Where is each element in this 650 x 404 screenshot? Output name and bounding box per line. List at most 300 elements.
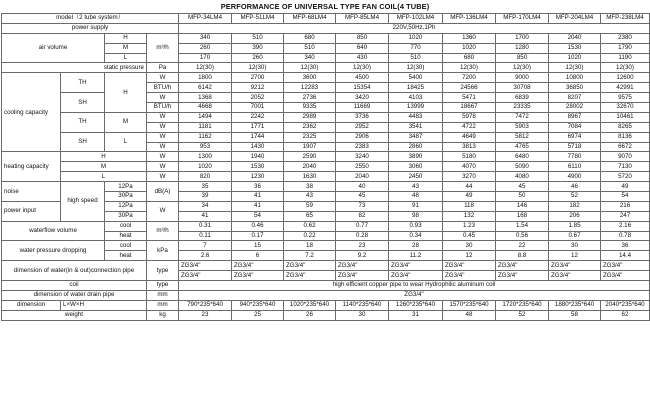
value-cell: 3736 [336, 112, 389, 122]
value-cell: 0.62 [284, 221, 336, 231]
row-label: W [147, 73, 179, 83]
value-cell: 0.28 [336, 231, 389, 241]
value-cell: 1162 [179, 132, 232, 142]
row-label: waterflow volume [2, 221, 105, 241]
row-label: cooling capacity [2, 73, 61, 152]
value-cell: 7130 [601, 162, 650, 172]
value-cell: 6110 [549, 162, 601, 172]
value-cell: 3890 [389, 152, 443, 162]
value-cell: 5812 [496, 132, 549, 142]
value-cell: 48 [389, 192, 443, 202]
value-cell: 2242 [232, 112, 284, 122]
row-label: mm [147, 290, 179, 300]
value-cell: 23 [336, 241, 389, 251]
value-cell: 12 [549, 251, 601, 261]
value-cell: 3813 [443, 142, 496, 152]
row-label: W [147, 93, 179, 103]
value-cell: 1020 [549, 53, 601, 63]
value-cell: 30 [336, 310, 389, 320]
value-cell: 2383 [336, 142, 389, 152]
row-label: M [61, 162, 147, 172]
value-cell: 430 [336, 53, 389, 63]
value-cell: 2040 [549, 33, 601, 43]
value-cell: 2450 [389, 172, 443, 182]
value-cell: 680 [284, 33, 336, 43]
dimension-row [2, 300, 650, 310]
value-cell: 4668 [179, 103, 232, 113]
value-cell: 2952 [336, 122, 389, 132]
cooling-m-th-1-row [2, 112, 650, 122]
row-label: coil [2, 281, 147, 291]
value-cell: 1940 [232, 152, 284, 162]
value-cell: 3060 [389, 162, 443, 172]
value-cell: 1020 [389, 33, 443, 43]
row-label: M [105, 43, 147, 53]
value-cell: 98 [389, 211, 443, 221]
value-cell: 5978 [443, 112, 496, 122]
row-label: dimension [2, 300, 61, 310]
value-cell: 6974 [549, 132, 601, 142]
value-cell: 5718 [549, 142, 601, 152]
value-cell: 2700 [232, 73, 284, 83]
value-cell: 1181 [179, 122, 232, 132]
value-cell: 206 [549, 211, 601, 221]
value-cell: 640 [336, 43, 389, 53]
value-cell: 2362 [284, 122, 336, 132]
value-cell: 7780 [549, 152, 601, 162]
row-label: W [147, 201, 179, 221]
value-cell: 4070 [443, 162, 496, 172]
value-cell: ZG3/4" [549, 271, 601, 281]
value-cell: ZG3/4" [601, 271, 650, 281]
page-title: PERFORMANCE OF UNIVERSAL TYPE FAN COIL(4 TUBE) [220, 2, 430, 11]
value-cell: 0.11 [179, 231, 232, 241]
value-cell: 36850 [549, 83, 601, 93]
value-cell: 1494 [179, 112, 232, 122]
value-cell: 4722 [443, 122, 496, 132]
value-cell: 49 [601, 182, 650, 192]
value-cell: 247 [601, 211, 650, 221]
row-label: cool [105, 221, 147, 231]
value-cell: 1907 [284, 142, 336, 152]
value-cell: 4103 [389, 93, 443, 103]
value-cell: 0.56 [496, 231, 549, 241]
value-cell: 3487 [389, 132, 443, 142]
value-cell: 5400 [389, 73, 443, 83]
value-cell: 12 [443, 251, 496, 261]
value-cell: 510 [389, 53, 443, 63]
value-cell: ZG3/4" [232, 261, 284, 271]
value-cell: 91 [389, 201, 443, 211]
value-cell: ZG3/4" [284, 271, 336, 281]
value-cell: 1.23 [443, 221, 496, 231]
value-cell: 6839 [496, 93, 549, 103]
value-cell: 182 [549, 201, 601, 211]
value-cell: 43 [389, 182, 443, 192]
value-cell: 2860 [389, 142, 443, 152]
row-label: Pa [147, 63, 179, 73]
value-cell: ZG3/4" [389, 261, 443, 271]
value-cell: 2040 [336, 172, 389, 182]
value-cell: 12(30) [496, 63, 549, 73]
row-label: weight [2, 310, 147, 320]
value-cell: 28 [389, 241, 443, 251]
value-cell: 8265 [601, 122, 650, 132]
value-cell: 1360 [443, 33, 496, 43]
value-cell: 5471 [443, 93, 496, 103]
value-cell: 0.17 [232, 231, 284, 241]
value-cell: 62 [601, 310, 650, 320]
row-label: noise [2, 182, 61, 202]
value-cell: 30 [549, 241, 601, 251]
value-cell: 7.2 [284, 251, 336, 261]
value-cell: 25 [232, 310, 284, 320]
value-cell: 18 [284, 241, 336, 251]
value-cell: 2906 [336, 132, 389, 142]
value-cell: ZG3/4" [284, 261, 336, 271]
value-cell: 260 [232, 53, 284, 63]
value-cell: 5720 [601, 172, 650, 182]
value-cell: 1630 [284, 172, 336, 182]
value-cell: 65 [284, 211, 336, 221]
value-cell: 1880*235*640 [549, 300, 601, 310]
row-label: m³/h [147, 221, 179, 241]
value-cell: 1430 [232, 142, 284, 152]
value-cell: 1530 [232, 162, 284, 172]
value-cell: 30708 [496, 83, 549, 93]
value-cell: 2989 [284, 112, 336, 122]
value-cell: 34 [179, 201, 232, 211]
value-cell: 6 [232, 251, 284, 261]
value-cell: 1368 [179, 93, 232, 103]
value-cell: 680 [443, 53, 496, 63]
row-label: cool [105, 241, 147, 251]
value-cell: 41 [232, 192, 284, 202]
value-cell: 6672 [601, 142, 650, 152]
value-cell: 9070 [601, 152, 650, 162]
row-label: 12Pa [105, 201, 147, 211]
value-cell: 9000 [496, 73, 549, 83]
header-row [2, 14, 650, 24]
value-cell: ZG3/4" [601, 261, 650, 271]
value-cell: 4500 [336, 73, 389, 83]
value-cell: 1.85 [549, 221, 601, 231]
value-cell: ZG3/4" [443, 271, 496, 281]
value-cell: 820 [179, 172, 232, 182]
value-cell: 8.8 [496, 251, 549, 261]
value-cell: 7472 [496, 112, 549, 122]
value-cell: 2380 [601, 33, 650, 43]
value-cell: 7001 [232, 103, 284, 113]
value-cell: 9212 [232, 83, 284, 93]
value-cell: ZG3/4" [496, 261, 549, 271]
row-label: 30Pa [105, 211, 147, 221]
value-cell: 0.67 [549, 231, 601, 241]
value-cell: 790*235*640 [179, 300, 232, 310]
value-cell: 30 [443, 241, 496, 251]
row-label: W [147, 112, 179, 122]
value-cell: 41 [232, 201, 284, 211]
value-cell: 11.2 [389, 251, 443, 261]
heating-m-row [2, 162, 650, 172]
value-cell: 4649 [443, 132, 496, 142]
row-label: W [147, 162, 179, 172]
value-cell: 40 [336, 182, 389, 192]
model-header-cell: MFP-85LM4 [336, 14, 389, 24]
value-cell: 260 [179, 43, 232, 53]
cooling-l-sh-1-row [2, 132, 650, 142]
value-cell: 12(30) [284, 63, 336, 73]
row-label: BTU/h [147, 103, 179, 113]
value-cell: ZG3/4" [496, 271, 549, 281]
value-cell: 43 [284, 192, 336, 202]
value-cell: 1020 [179, 162, 232, 172]
value-cell: 1140*235*640 [336, 300, 389, 310]
value-cell: 3420 [336, 93, 389, 103]
value-cell: 1190 [601, 53, 650, 63]
value-cell: 12(30) [336, 63, 389, 73]
heating-h-row [2, 152, 650, 162]
value-cell: 3270 [443, 172, 496, 182]
value-cell: 1771 [232, 122, 284, 132]
row-label: model（2 tube system） [2, 14, 179, 24]
value-cell: 0.46 [232, 221, 284, 231]
value-cell: 46 [549, 182, 601, 192]
value-cell: ZG3/4" [443, 261, 496, 271]
value-cell: 1260*235*640 [389, 300, 443, 310]
row-label: heat [105, 231, 147, 241]
value-cell: 0.78 [601, 231, 650, 241]
value-cell: 8967 [549, 112, 601, 122]
value-cell: 23 [179, 310, 232, 320]
value-cell: 52 [496, 310, 549, 320]
value-cell: 18667 [443, 103, 496, 113]
row-label: SH [61, 93, 105, 113]
value-cell: ZG3/4" [232, 271, 284, 281]
row-label: TH [61, 112, 105, 132]
model-header-cell: MFP-68LM4 [284, 14, 336, 24]
row-label: air volume [2, 33, 105, 63]
weight-row [2, 310, 650, 320]
value-cell: 45 [336, 192, 389, 202]
cooling-h-th-w-row [2, 73, 650, 83]
value-cell: ZG3/4" [336, 271, 389, 281]
value-cell: 4900 [549, 172, 601, 182]
row-label: m³/h [147, 33, 179, 63]
air-volume-h-row [2, 33, 650, 43]
value-cell: 59 [284, 201, 336, 211]
value-cell: 2.6 [179, 251, 232, 261]
noise-12pa-row [2, 182, 650, 192]
value-cell: 5180 [443, 152, 496, 162]
row-label: mm [147, 300, 179, 310]
value-cell: 50 [496, 192, 549, 202]
model-header-cell: MFP-102LM4 [389, 14, 443, 24]
value-cell: 770 [389, 43, 443, 53]
row-label: water pressure dropping [2, 241, 105, 261]
heating-l-row [2, 172, 650, 182]
value-cell: 510 [284, 43, 336, 53]
row-label: type [147, 261, 179, 281]
value-cell: 850 [496, 53, 549, 63]
value-cell: 1530 [549, 43, 601, 53]
value-cell: 9.2 [336, 251, 389, 261]
value-cell: 23335 [496, 103, 549, 113]
value-cell: ZG3/4" [179, 261, 232, 271]
row-label: TH [61, 73, 105, 93]
row-label: L×W×H [61, 300, 147, 310]
value-cell: 18425 [389, 83, 443, 93]
value-cell: 118 [443, 201, 496, 211]
static-pressure-row [2, 63, 650, 73]
value-cell: 2040*235*640 [601, 300, 650, 310]
value-cell: 12(30) [232, 63, 284, 73]
cooling-h-sh-w-row [2, 93, 650, 103]
pressure-drop-cool-row [2, 241, 650, 251]
value-cell: 8207 [549, 93, 601, 103]
value-cell: 2040 [284, 162, 336, 172]
value-cell: 8136 [601, 132, 650, 142]
value-cell: 2590 [284, 152, 336, 162]
value-cell: 1230 [232, 172, 284, 182]
value-cell: 132 [443, 211, 496, 221]
row-label: W [147, 152, 179, 162]
row-label: kPa [147, 241, 179, 261]
row-label: power input [2, 201, 61, 221]
row-label: L [105, 53, 147, 63]
coil-row [2, 281, 650, 291]
value-cell: 9335 [284, 103, 336, 113]
value-cell: 11669 [336, 103, 389, 113]
row-label: SH [61, 132, 105, 152]
model-header-cell: MFP-51LM4 [232, 14, 284, 24]
value-cell: 953 [179, 142, 232, 152]
value-cell: 850 [336, 33, 389, 43]
value-cell: 5090 [496, 162, 549, 172]
value-cell: 6480 [496, 152, 549, 162]
value-cell: 4080 [496, 172, 549, 182]
value-cell: 49 [443, 192, 496, 202]
value-cell: 5903 [496, 122, 549, 132]
row-label: W [147, 122, 179, 132]
value-cell: ZG3/4" [179, 271, 232, 281]
value-cell: 1020*235*640 [284, 300, 336, 310]
value-cell: 2325 [284, 132, 336, 142]
value-cell: 73 [336, 201, 389, 211]
value-cell: 45 [496, 182, 549, 192]
value-cell: 42991 [601, 83, 650, 93]
value-cell: 36 [601, 241, 650, 251]
row-label: kg [147, 310, 179, 320]
value-cell: 3541 [389, 122, 443, 132]
value-cell: ZG3/4" [389, 271, 443, 281]
power-supply-row [2, 23, 650, 33]
value-cell: 31 [389, 310, 443, 320]
value-cell: 14.4 [601, 251, 650, 261]
model-header-cell: MFP-238LM4 [601, 14, 650, 24]
value-cell: 41 [179, 211, 232, 221]
value-cell: 35 [179, 182, 232, 192]
waterflow-cool-row [2, 221, 650, 231]
model-header-cell: MFP-170LM4 [496, 14, 549, 24]
row-label: heating capacity [2, 152, 61, 182]
row-label: 12Pa [105, 182, 147, 192]
value-cell: 24566 [443, 83, 496, 93]
value-cell: 4765 [496, 142, 549, 152]
value-cell: 54 [232, 211, 284, 221]
value-cell: 12(30) [549, 63, 601, 73]
value-cell: 510 [232, 33, 284, 43]
value-cell: 2736 [284, 93, 336, 103]
row-label: dimension of water(in & out)connection pipe [2, 261, 147, 281]
value-cell: 26 [284, 310, 336, 320]
value-cell: 28002 [549, 103, 601, 113]
row-label: 30Pa [105, 192, 147, 202]
model-header-cell: MFP-34LM4 [179, 14, 232, 24]
value-cell: 38 [284, 182, 336, 192]
value-cell: 7200 [443, 73, 496, 83]
row-label: static pressure [2, 63, 147, 73]
value-cell: 4483 [389, 112, 443, 122]
row-label: high speed [61, 182, 105, 222]
row-label: type [147, 281, 179, 291]
value-cell: 54 [601, 192, 650, 202]
model-header-cell: MFP-136LM4 [443, 14, 496, 24]
value-cell: ZG3/4" [336, 261, 389, 271]
value-cell: 146 [496, 201, 549, 211]
value-cell: 10461 [601, 112, 650, 122]
row-label: H [105, 73, 147, 113]
value-cell: 3600 [284, 73, 336, 83]
value-cell: 44 [443, 182, 496, 192]
value-cell: 1720*235*640 [496, 300, 549, 310]
drain-pipe-row [2, 290, 650, 300]
value-cell: 168 [496, 211, 549, 221]
value-cell: 0.77 [336, 221, 389, 231]
row-label: L [61, 172, 147, 182]
value-cell: 0.93 [389, 221, 443, 231]
value-cell: 1570*235*640 [443, 300, 496, 310]
value-cell: 15354 [336, 83, 389, 93]
row-label: L [105, 132, 147, 152]
value-cell: 216 [601, 201, 650, 211]
value-cell: 52 [549, 192, 601, 202]
value-cell: 2550 [336, 162, 389, 172]
value-cell: 13999 [389, 103, 443, 113]
value-cell: 1020 [443, 43, 496, 53]
value-cell: 12(30) [179, 63, 232, 73]
value-cell: 0.22 [284, 231, 336, 241]
value-cell: 15 [232, 241, 284, 251]
value-cell: 0.45 [443, 231, 496, 241]
row-label: dimension of water drain pipe [2, 290, 147, 300]
row-label: W [147, 132, 179, 142]
value-cell: 7084 [549, 122, 601, 132]
value-cell: 6142 [179, 83, 232, 93]
row-label: H [61, 152, 147, 162]
value-cell: 390 [232, 43, 284, 53]
value-cell: 12283 [284, 83, 336, 93]
value-cell: 12600 [601, 73, 650, 83]
value-cell: 9575 [601, 93, 650, 103]
value-cell: 36 [232, 182, 284, 192]
row-label: W [147, 142, 179, 152]
value-cell: 340 [284, 53, 336, 63]
value-cell: ZG3/4" [549, 261, 601, 271]
row-label: heat [105, 251, 147, 261]
value-cell: 82 [336, 211, 389, 221]
value-cell: 12(30) [443, 63, 496, 73]
